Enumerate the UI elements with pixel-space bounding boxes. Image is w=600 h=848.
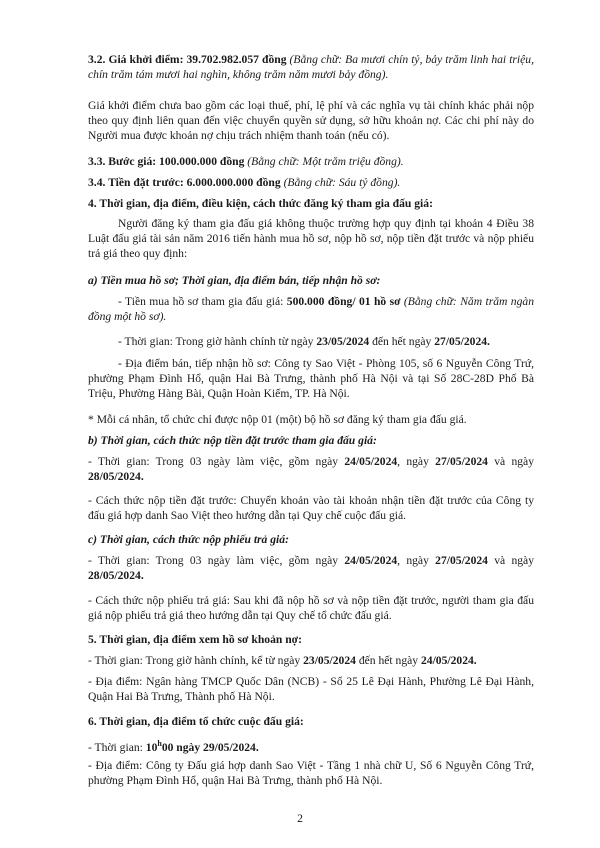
section-5-heading: 5. Thời gian, địa điểm xem hồ sơ khoản nợ: [88,633,302,646]
starting-price-paragraph [88,52,534,82]
registration-note: * Mỗi cá nhân, tổ chức chỉ được nộp 01 (một) bộ hồ sơ đăng ký tham gia đấu giá. [88,413,467,426]
bid-step-words: (Bằng chữ: Một trăm triệu đồng). [244,155,404,168]
page-number: 2 [297,812,303,825]
document-fee-amount: 500.000 đồng/ 01 hồ sơ [286,295,401,308]
deposit-paragraph [88,175,534,190]
sale-time-line: - Thời gian: Trong giờ hành chính từ ngày 23/05/2024 đến hết ngày 27/05/2024. [118,335,490,348]
deposit-label: 3.4. Tiền đặt trước: 6.000.000.000 đồng [88,176,281,189]
auction-hour: 10$^h$00 ngày 29/05/2024. [145,739,259,754]
viewing-place-line: - Địa điểm: Ngân hàng TMCP Quốc Dân (NCB) - Số 25 Lê Đại Hành, Phường Lê Đại Hành, Quận Hai Bà Trưng, Thành phố Hà Nội. [88,675,534,704]
starting-price-words: (Bằng chữ: Ba mươi chín tỷ, bảy trăm linh hai triệu, chín trăm tám mươi hai nghìn, không trăm năm mươi bảy đồng). [88,53,534,82]
subsection-c-heading: c) Thời gian, cách thức nộp phiếu trả giá: [88,533,289,546]
auction-time-line: - Thời gian: 10$^h$00 ngày 29/05/2024. [88,739,259,754]
sale-place-line: - Địa điểm bán, tiếp nhận hồ sơ: Công ty Sao Việt - Phòng 105, số 6 Nguyễn Công Trứ, phường Phạm Đình Hổ, quận Hai Bà Trưng, thành phố Hà Nội và tại Số 28C-28D Phố Bà Triệu, Phường Hàng Bài, Quận Hoàn Kiếm, TP. Hà Nội. [88,357,534,401]
bid-slip-time-line: - Thời gian: Trong 03 ngày làm việc, gồm ngày 24/05/2024, ngày 27/05/2024 và ngày 28/05/2024. [88,554,535,583]
starting-price-note: Giá khởi điểm chưa bao gồm các loại thuế, phí, lệ phí và các nghĩa vụ tài chính khác phải nộp theo quy định liên quan đến việc chuyển quyền sử dụng, sở hữu khoản nợ. Các chi phí này do Người mua được khoản nợ chịu trách nhiệm thanh toán (nếu có). [88,99,534,143]
auction-place-line: - Địa điểm: Công ty Đấu giá hợp danh Sao Việt - Tầng 1 nhà chữ U, Số 6 Nguyễn Công Trứ, phường Phạm Đình Hổ, quận Hai Bà Trưng, thành phố Hà Nội. [88,759,534,788]
bid-slip-method-line: - Cách thức nộp phiếu trả giá: Sau khi đã nộp hồ sơ và nộp tiền đặt trước, người tham gia đấu giá nộp phiếu trả giá theo hướng dẫn tại Quy chế tổ chức đấu giá. [88,594,534,623]
deposit-words: (Bằng chữ: Sáu tỷ đồng). [280,176,401,189]
section-6-heading: 6. Thời gian, địa điểm tổ chức cuộc đấu giá: [88,715,304,728]
bid-step-label: 3.3. Bước giá: 100.000.000 đồng [88,155,245,168]
starting-price-label: 3.2. Giá khởi điểm: 39.702.982.057 đồng [88,53,287,66]
subsection-b-heading: b) Thời gian, cách thức nộp tiền đặt trước tham gia đấu giá: [88,434,377,447]
deposit-time-line: - Thời gian: Trong 03 ngày làm việc, gồm ngày 24/05/2024, ngày 27/05/2024 và ngày 28/05/2024. [88,455,535,484]
document-fee-line: - Tiền mua hồ sơ tham gia đấu giá: 500.000 đồng/ 01 hồ sơ (Bằng chữ: Năm trăm ngàn đồng một hồ sơ). [88,295,534,324]
deposit-method-line: - Cách thức nộp tiền đặt trước: Chuyển khoản vào tài khoản nhận tiền đặt trước của Công ty đấu giá hợp danh Sao Việt theo hướng dẫn tại Quy chế cuộc đấu giá. [88,494,534,523]
section-4-intro: Người đăng ký tham gia đấu giá không thuộc trường hợp quy định tại khoản 4 Điều 38 Luật đấu giá tài sản năm 2016 tiến hành mua hồ sơ, nộp hồ sơ, nộp tiền đặt trước và nộp phiếu trả giá theo quy định: [88,217,534,261]
viewing-time-line: - Thời gian: Trong giờ hành chính, kể từ ngày 23/05/2024 đến hết ngày 24/05/2024. [88,654,477,667]
bid-step-paragraph [88,154,534,169]
section-4-heading: 4. Thời gian, địa điểm, điều kiện, cách thức đăng ký tham gia đấu giá: [88,197,433,210]
subsection-a-heading: a) Tiền mua hồ sơ; Thời gian, địa điểm bán, tiếp nhận hồ sơ: [88,274,381,287]
